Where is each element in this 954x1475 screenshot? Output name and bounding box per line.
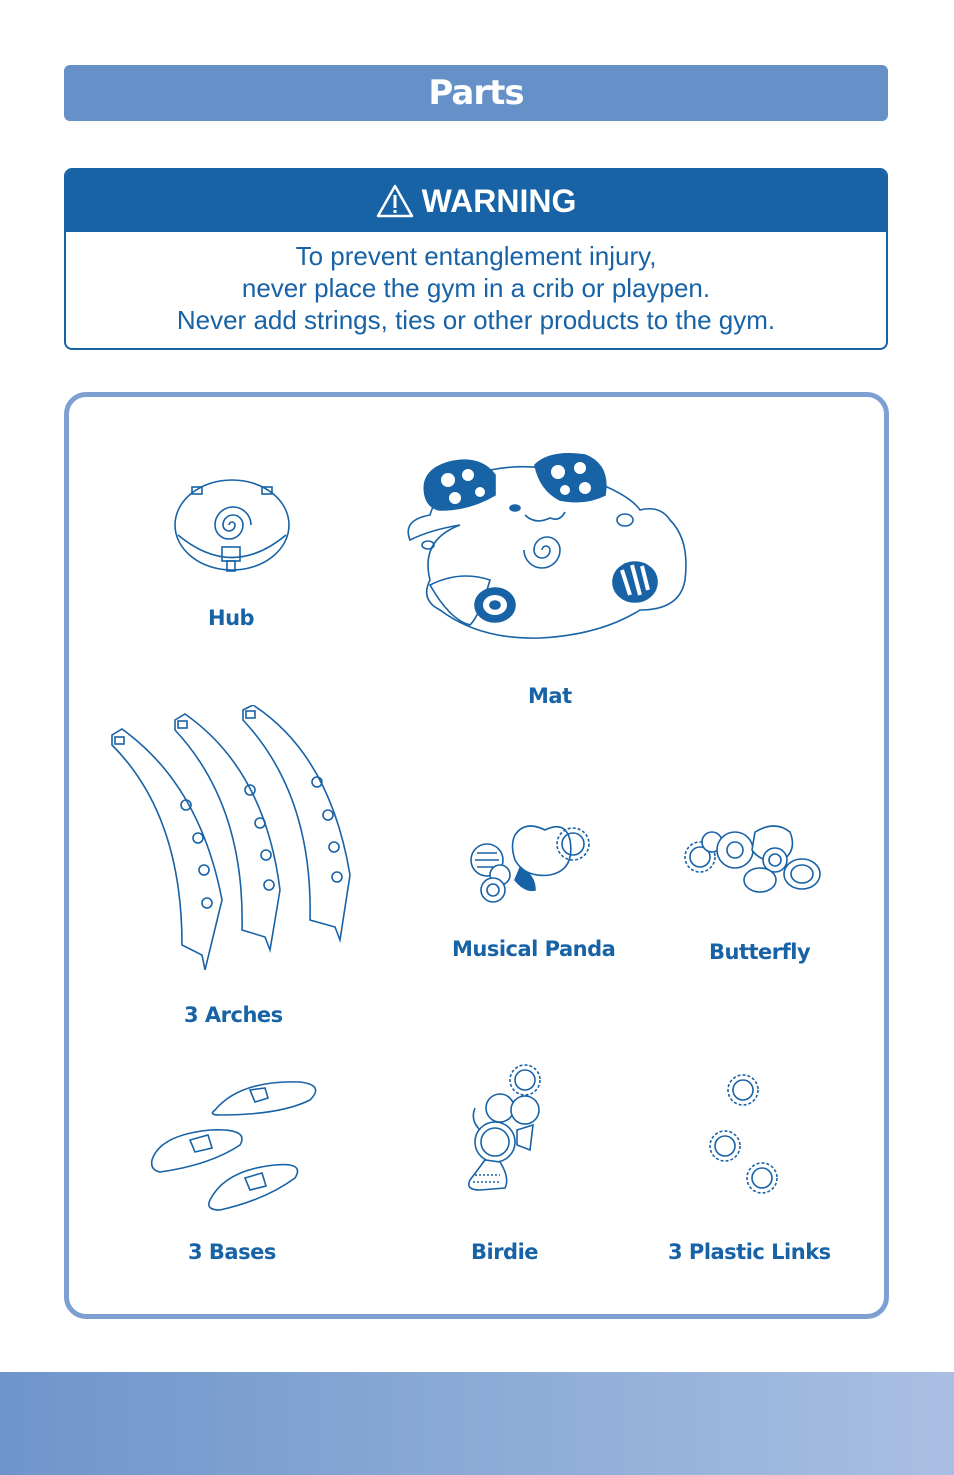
part-label-arches: 3 Arches: [184, 1003, 283, 1027]
section-header: [64, 65, 888, 121]
part-label-hub: Hub: [208, 606, 255, 630]
plastic-links-illustration: [700, 1070, 790, 1200]
warning-triangle-icon: [376, 184, 414, 218]
mat-illustration: [400, 450, 695, 645]
hub-illustration: [170, 475, 295, 580]
part-label-mat: Mat: [528, 684, 572, 708]
warning-line: never place the gym in a crib or playpen.: [241, 273, 711, 303]
bases-illustration: [150, 1080, 325, 1215]
warning-title: WARNING: [421, 182, 577, 219]
warning-message: [66, 232, 886, 336]
part-label-plastic-links: 3 Plastic Links: [668, 1240, 831, 1264]
warning-line: To prevent entanglement injury,: [295, 241, 657, 271]
butterfly-illustration: [680, 822, 825, 907]
section-title: Parts: [428, 73, 524, 113]
arches-illustration: [110, 705, 365, 970]
warning-box: [64, 168, 888, 350]
part-label-bases: 3 Bases: [188, 1240, 276, 1264]
part-label-musical-panda: Musical Panda: [452, 937, 616, 961]
musical-panda-illustration: [465, 820, 595, 910]
part-label-butterfly: Butterfly: [709, 940, 811, 964]
part-label-birdie: Birdie: [471, 1240, 539, 1264]
warning-line: Never add strings, ties or other products to the gym.: [176, 305, 776, 335]
birdie-illustration: [455, 1060, 555, 1200]
footer-band: [0, 1372, 954, 1475]
warning-header: [66, 170, 886, 232]
